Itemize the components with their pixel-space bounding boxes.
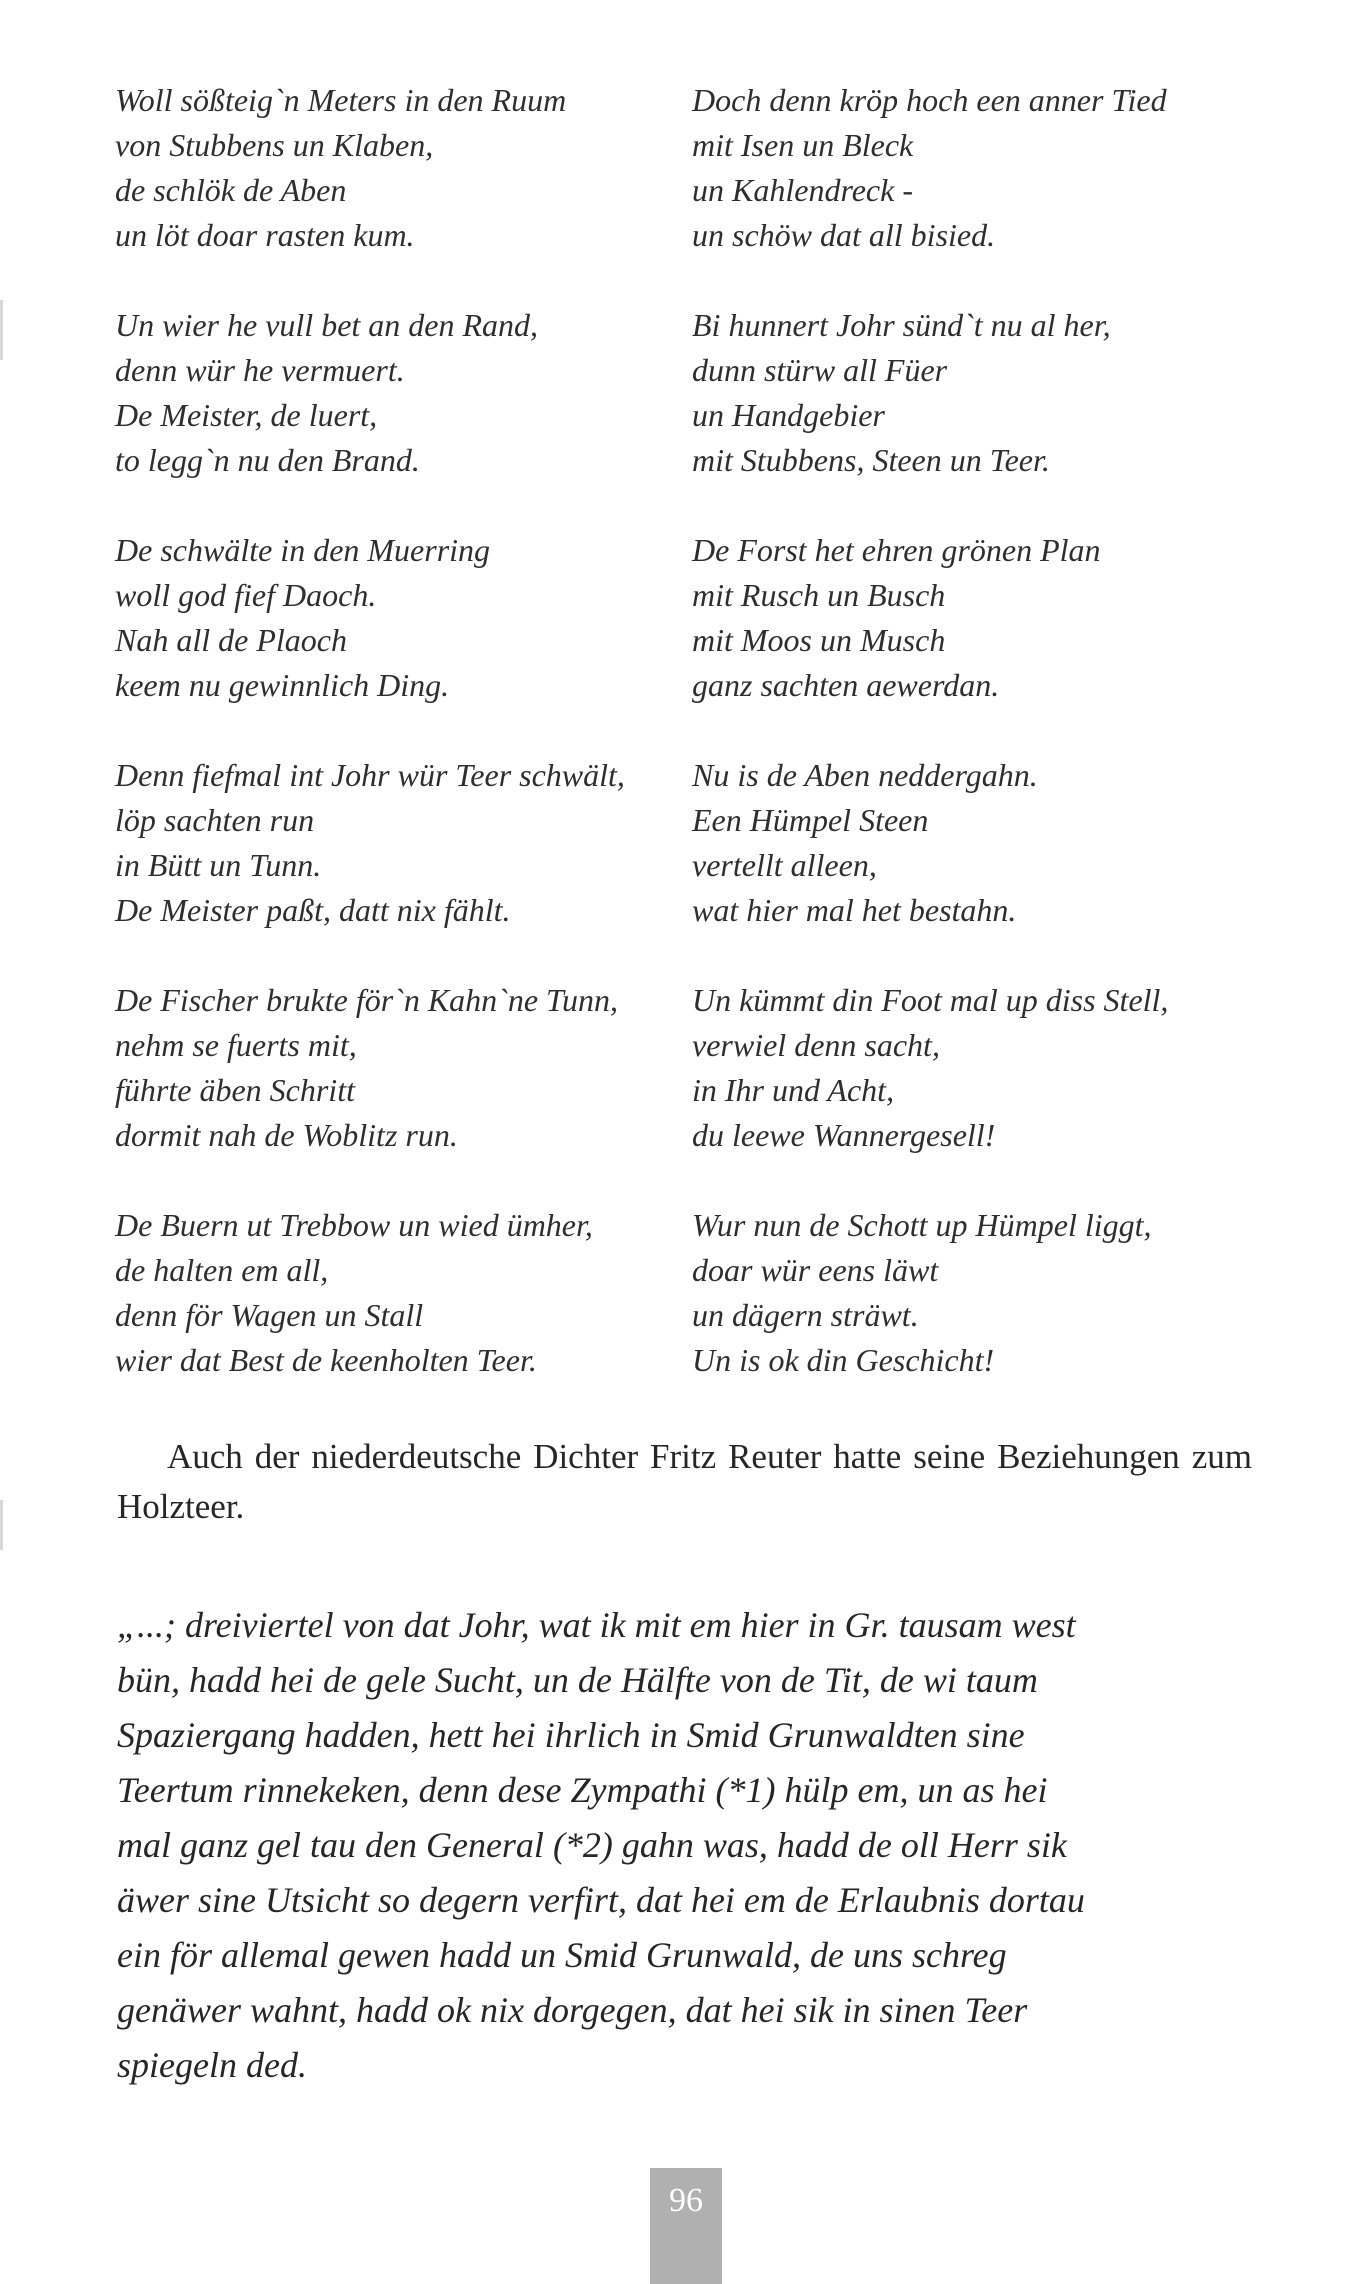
poem-line: Bi hunnert Johr sünd`t nu al her, (692, 307, 1111, 343)
poem-line: doar wür eens läwt (692, 1252, 939, 1288)
poem-line: De Buern ut Trebbow un wied ümher, (115, 1207, 593, 1243)
scan-edge-mark (0, 300, 3, 360)
poem-line: De Meister paßt, datt nix fählt. (115, 892, 511, 928)
poem-line: Un is ok din Geschicht! (692, 1342, 995, 1378)
poem-line: Een Hümpel Steen (692, 802, 929, 838)
poem-line: löp sachten run (115, 802, 315, 838)
poem-line: De Forst het ehren grönen Plan (692, 532, 1101, 568)
poem-line: wier dat Best de keenholten Teer. (115, 1342, 537, 1378)
quote-line: spiegeln ded. (117, 2045, 307, 2085)
quote-line: Spaziergang hadden, hett hei ihrlich in Smid Grunwaldten sine (117, 1715, 1025, 1755)
poem-line: keem nu gewinnlich Ding. (115, 667, 450, 703)
quote-line: genäwer wahnt, hadd ok nix dorgegen, dat hei sik in sinen Teer (117, 1990, 1028, 2030)
poem-line: un dägern sträwt. (692, 1297, 919, 1333)
poem-stanza (692, 1203, 1292, 1383)
quote-line: mal ganz gel tau den General (*2) gahn was, hadd de oll Herr sik (117, 1825, 1067, 1865)
poem-line: nehm se fuerts mit, (115, 1027, 357, 1063)
quote-line: „...; dreiviertel von dat Johr, wat ik mit em hier in Gr. tausam west (117, 1605, 1076, 1645)
paragraph-text: Auch der niederdeutsche Dichter Fritz Reuter hatte seine Beziehungen zum Holzteer. (117, 1437, 1252, 1526)
poem-line: dormit nah de Woblitz run. (115, 1117, 458, 1153)
poem-stanza (115, 303, 685, 483)
poem-line: Nah all de Plaoch (115, 622, 347, 658)
poem-line: Un wier he vull bet an den Rand, (115, 307, 539, 343)
poem-line: mit Rusch un Busch (692, 577, 946, 613)
quote-line: ein för allemal gewen hadd un Smid Grunwald, de uns schreg (117, 1935, 1007, 1975)
poem-line: Un kümmt din Foot mal up diss Stell, (692, 982, 1169, 1018)
poem-stanza (115, 528, 685, 708)
poem-line: führte äben Schritt (115, 1072, 355, 1108)
poem-stanza (692, 528, 1292, 708)
poem-line: un löt doar rasten kum. (115, 217, 415, 253)
poem-line: un schöw dat all bisied. (692, 217, 996, 253)
poem-line: mit Stubbens, Steen un Teer. (692, 442, 1050, 478)
poem-line: denn för Wagen un Stall (115, 1297, 424, 1333)
body-paragraph (117, 1432, 1252, 1532)
poem-line: dunn stürw all Füer (692, 352, 948, 388)
poem-line: Nu is de Aben neddergahn. (692, 757, 1038, 793)
reuter-quote (117, 1598, 1252, 2093)
poem-right-column (692, 78, 1292, 1428)
poem-line: Wur nun de Schott up Hümpel liggt, (692, 1207, 1152, 1243)
poem-stanza (692, 303, 1292, 483)
poem-line: to legg`n nu den Brand. (115, 442, 420, 478)
poem-stanza (115, 78, 685, 258)
poem-line: un Handgebier (692, 397, 885, 433)
poem-line: ganz sachten aewerdan. (692, 667, 1000, 703)
quote-line: bün, hadd hei de gele Sucht, un de Hälfte von de Tit, de wi taum (117, 1660, 1038, 1700)
poem-line: mit Moos un Musch (692, 622, 946, 658)
poem-stanza (115, 978, 685, 1158)
poem-line: un Kahlendreck - (692, 172, 913, 208)
poem-stanza (692, 753, 1292, 933)
poem-stanza (692, 78, 1292, 258)
poem-stanza (692, 978, 1292, 1158)
poem-line: mit Isen un Bleck (692, 127, 914, 163)
poem-line: vertellt alleen, (692, 847, 877, 883)
quote-line: Teertum rinnekeken, denn dese Zympathi (*1) hülp em, un as hei (117, 1770, 1048, 1810)
poem-line: Denn fiefmal int Johr wür Teer schwält, (115, 757, 625, 793)
poem-line: von Stubbens un Klaben, (115, 127, 434, 163)
poem-line: Woll sößteig`n Meters in den Ruum (115, 82, 567, 118)
poem-line: verwiel denn sacht, (692, 1027, 940, 1063)
poem-line: de schlök de Aben (115, 172, 347, 208)
poem-line: De Meister, de luert, (115, 397, 378, 433)
poem-stanza (115, 753, 685, 933)
poem-line: Doch denn kröp hoch een anner Tied (692, 82, 1167, 118)
poem-line: De schwälte in den Muerring (115, 532, 491, 568)
poem-line: in Ihr und Acht, (692, 1072, 895, 1108)
poem-line: woll god fief Daoch. (115, 577, 377, 613)
poem-line: de halten em all, (115, 1252, 329, 1288)
quote-line: äwer sine Utsicht so degern verfirt, dat hei em de Erlaubnis dortau (117, 1880, 1085, 1920)
poem-line: in Bütt un Tunn. (115, 847, 322, 883)
poem-stanza (115, 1203, 685, 1383)
scan-edge-mark (0, 1500, 3, 1550)
poem-line: du leewe Wannergesell! (692, 1117, 996, 1153)
poem-line: denn wür he vermuert. (115, 352, 405, 388)
poem-line: De Fischer brukte för`n Kahn`ne Tunn, (115, 982, 619, 1018)
page-number: 96 (650, 2168, 722, 2284)
poem-line: wat hier mal het bestahn. (692, 892, 1017, 928)
poem-left-column (115, 78, 685, 1428)
